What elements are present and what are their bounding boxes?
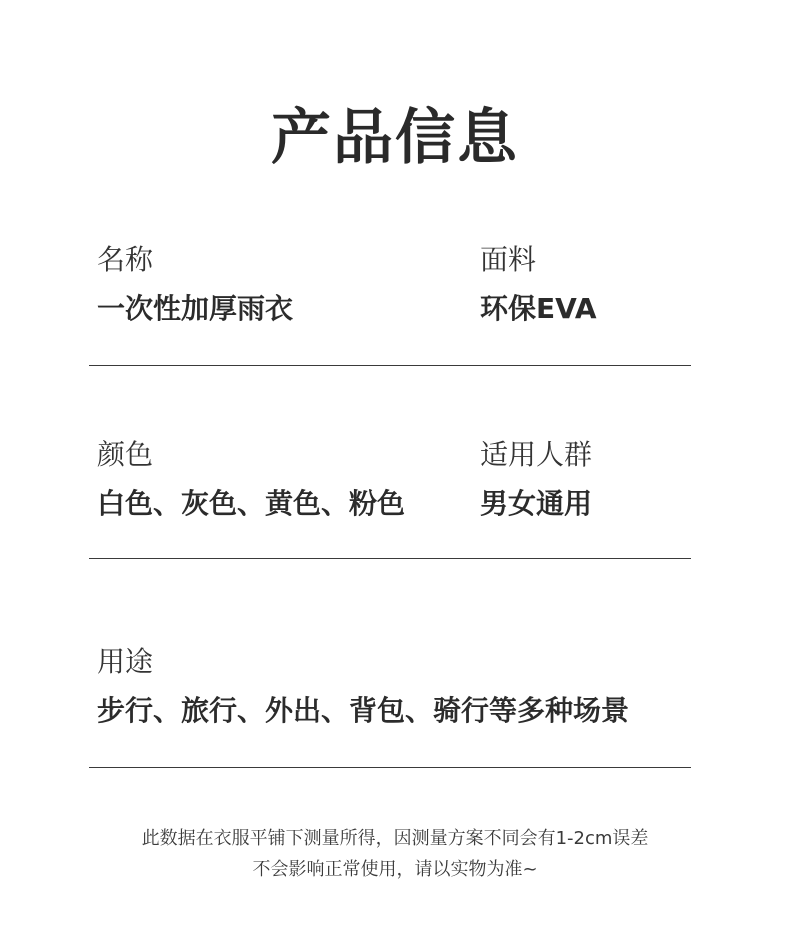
field-usage: [97, 644, 629, 729]
field-color-label: 颜色: [97, 438, 154, 471]
field-material: [480, 242, 597, 327]
field-color-value: 白色、灰色、黄色、粉色: [97, 487, 406, 520]
field-usage-value: 步行、旅行、外出、背包、骑行等多种场景: [97, 694, 630, 727]
field-material-value: 环保EVA: [480, 292, 597, 325]
field-material-label: 面料: [480, 243, 537, 276]
field-name: [97, 242, 293, 327]
field-color: [97, 437, 405, 522]
info-row-usage: [89, 644, 691, 734]
field-name-value: 一次性加厚雨衣: [97, 292, 294, 325]
field-audience-value: 男女通用: [480, 487, 593, 520]
field-usage-label: 用途: [97, 645, 154, 678]
divider: [89, 365, 691, 366]
info-row-color-audience: [89, 437, 691, 527]
info-row-name-material: [89, 242, 691, 332]
page-title: 产品信息: [271, 103, 519, 173]
measurement-note-line-2: 不会影响正常使用，请以实物为准~: [252, 859, 538, 880]
divider: [89, 767, 691, 768]
field-name-label: 名称: [97, 243, 154, 276]
field-audience-label: 适用人群: [480, 438, 593, 471]
measurement-note-line-1: 此数据在衣服平铺下测量所得，因测量方案不同会有1-2cm误差: [141, 828, 649, 849]
divider: [89, 558, 691, 559]
measurement-note: [0, 823, 790, 885]
field-audience: [480, 437, 592, 522]
